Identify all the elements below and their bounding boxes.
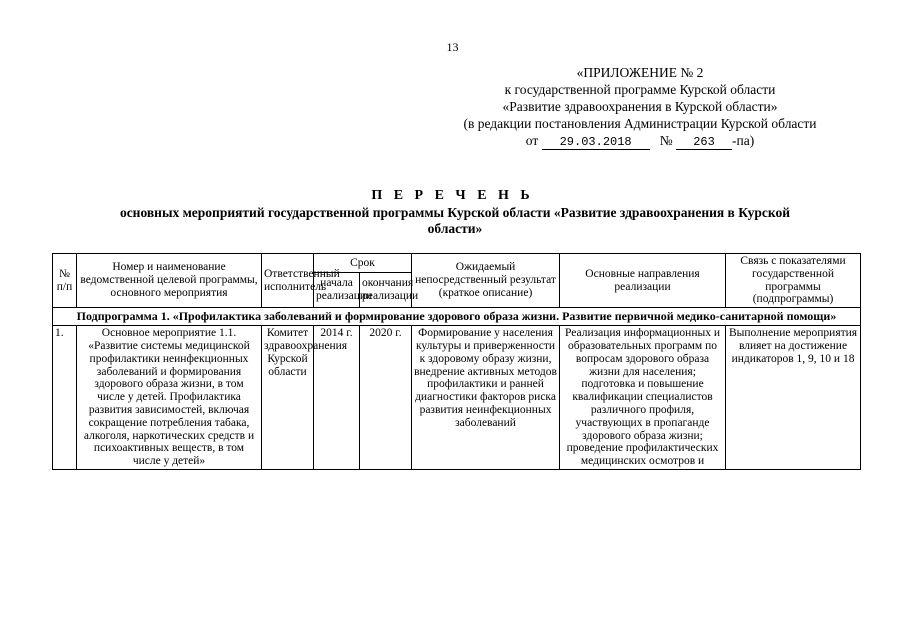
number-suffix: -па): [732, 133, 755, 148]
appendix-line: «Развитие здравоохранения в Курской области»: [502, 99, 778, 114]
resolution-date: 29.03.2018: [542, 135, 650, 150]
header-executor: Ответственный исполнитель: [262, 254, 314, 308]
subprogram-row: [53, 308, 861, 326]
resolution-number: 263: [676, 135, 732, 150]
appendix-header: [430, 64, 850, 150]
document-subtitle: основных мероприятий государственной программы Курской области «Развитие здравоохранения в Курской области»: [119, 205, 791, 236]
date-prefix: от: [525, 133, 539, 148]
header-name: Номер и наименование ведомственной целевой программы, основного мероприятия: [77, 254, 262, 308]
header-link: Связь с показателями государственной программы (подпрограммы): [726, 254, 861, 308]
header-directions: Основные направления реализации: [560, 254, 726, 308]
document-title: П Е Р Е Ч Е Н Ь: [371, 188, 534, 203]
row-link: Выполнение мероприятия влияет на достижение индикаторов 1, 9, 10 и 18: [726, 326, 861, 470]
appendix-line: к государственной программе Курской области: [504, 82, 776, 97]
activities-table: [52, 253, 861, 470]
row-result: Формирование у населения культуры и приверженности к здоровому образу жизни, внедрение активных методов профилактики и ранней диагностики факторов риска развития неинфекционных заболеваний: [412, 326, 560, 470]
row-name: Основное мероприятие 1.1. «Развитие системы медицинской профилактики неинфекционных заболеваний и формирования здорового образа жизни, в том числе у детей. Профилактика развития зависимостей, включая сокращение потребления табака, алкоголя, наркотических средств и психоактивных веществ, в том числе у детей»: [77, 326, 262, 470]
table-row: [53, 326, 861, 470]
header-term-end: окончания реализации: [360, 273, 412, 308]
table-header-row: [53, 254, 861, 273]
header-result: Ожидаемый непосредственный результат (краткое описание): [412, 254, 560, 308]
header-num: № п/п: [53, 254, 77, 308]
row-directions: Реализация информационных и образовательных программ по вопросам здорового образа жизни для населения; подготовка и повышение квалификации специалистов различного профиля, участвующих в пропаганде здорового образа жизни; проведение профилактических медицинских осмотров и: [560, 326, 726, 470]
row-num: 1.: [53, 326, 77, 470]
header-term-start: начала реализации: [314, 273, 360, 308]
row-end: 2020 г.: [360, 326, 412, 470]
row-executor: Комитет здравоохранения Курской области: [262, 326, 314, 470]
header-term: Срок: [314, 254, 412, 273]
appendix-line: (в редакции постановления Администрации Курской области: [463, 116, 817, 131]
row-start: 2014 г.: [314, 326, 360, 470]
page-number: 13: [446, 40, 459, 54]
subprogram-title: Подпрограмма 1. «Профилактика заболеваний и формирование здорового образа жизни. Развитие первичной медико-санитарной помощи»: [53, 308, 861, 326]
appendix-title: «ПРИЛОЖЕНИЕ № 2: [576, 65, 704, 80]
number-prefix: №: [659, 133, 673, 148]
appendix-date-line: [430, 132, 850, 150]
